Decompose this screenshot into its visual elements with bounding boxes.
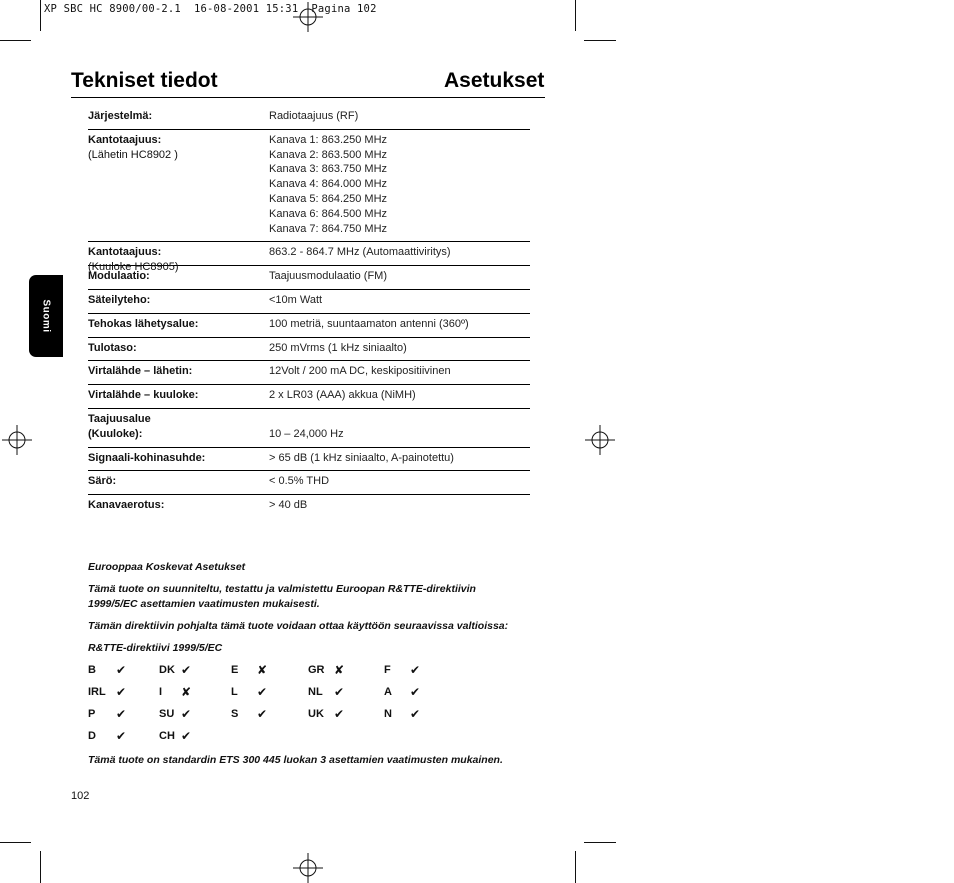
title-rule — [71, 97, 545, 98]
crop-mark — [575, 851, 576, 883]
check-mark-icon: ✔ — [116, 685, 127, 699]
country-code: B — [88, 664, 96, 676]
check-mark-icon: ✔ — [181, 707, 192, 721]
spec-value: > 40 dB — [269, 499, 308, 512]
spec-value: 100 metriä, suuntaamaton antenni (360º) — [269, 317, 469, 330]
spec-value: > 65 dB (1 kHz siniaalto, A-painotettu) — [269, 451, 454, 464]
eu-footer: Tämä tuote on standardin ETS 300 445 luokan 3 asettamien vaatimusten mukainen. — [88, 754, 503, 766]
check-mark-icon: ✔ — [410, 663, 421, 677]
spec-value: < 0.5% THD — [269, 475, 330, 488]
check-mark-icon: ✔ — [334, 707, 345, 721]
check-mark-icon: ✔ — [116, 707, 127, 721]
spec-value: Radiotaajuus (RF) — [269, 110, 359, 122]
language-tab — [29, 275, 63, 357]
country-code: D — [88, 730, 96, 742]
crop-mark — [584, 842, 616, 843]
spec-label: Särö: — [88, 475, 117, 488]
cross-mark-icon: ✘ — [181, 685, 192, 699]
country-code: E — [231, 664, 239, 676]
country-code: CH — [159, 730, 175, 742]
country-code: F — [384, 664, 391, 676]
heading-right: Asetukset — [444, 69, 545, 92]
check-mark-icon: ✔ — [410, 685, 421, 699]
spec-row — [88, 290, 530, 314]
spec-label: Järjestelmä: — [88, 110, 153, 122]
spec-row — [88, 361, 530, 385]
eu-paragraph-1a: Tämä tuote on suunniteltu, testattu ja valmistettu Euroopan R&TTE-direktiivin — [88, 583, 476, 595]
spec-value: 250 mVrms (1 kHz siniaalto) — [269, 341, 407, 354]
spec-row — [88, 385, 530, 409]
spec-row — [88, 471, 530, 495]
spec-label: Säteilyteho: — [88, 293, 151, 306]
eu-paragraph-3: R&TTE-direktiivi 1999/5/EC — [88, 642, 223, 654]
page-number: 102 — [71, 790, 90, 802]
spec-row — [88, 106, 530, 130]
check-mark-icon: ✔ — [257, 707, 268, 721]
country-code: UK — [308, 708, 324, 720]
country-code: P — [88, 708, 96, 720]
spec-label: Modulaatio: — [88, 270, 150, 283]
check-mark-icon: ✔ — [116, 729, 127, 743]
spec-table — [88, 106, 530, 518]
check-mark-icon: ✔ — [257, 685, 268, 699]
spec-row — [88, 130, 530, 243]
crop-mark — [40, 851, 41, 883]
crop-mark — [40, 0, 41, 31]
check-mark-icon: ✔ — [181, 729, 192, 743]
check-mark-icon: ✔ — [116, 663, 127, 677]
spec-label: Virtalähde – lähetin: — [88, 365, 193, 378]
spec-value: 2 x LR03 (AAA) akkua (NiMH) — [269, 389, 416, 402]
spec-row — [88, 242, 530, 274]
registration-target-icon — [585, 425, 615, 455]
print-slug: XP SBC HC 8900/00-2.1 16-08-2001 15:31 Pagina 102 — [44, 3, 377, 15]
country-code: I — [159, 686, 163, 698]
spec-label: Signaali-kohinasuhde: — [88, 451, 206, 464]
registration-target-icon — [2, 425, 32, 455]
eu-title: Eurooppaa Koskevat Asetukset — [88, 561, 246, 573]
country-code: IRL — [88, 686, 106, 698]
eu-paragraph-1b: 1999/5/EC asettamien vaatimusten mukaisesti. — [88, 598, 320, 610]
country-code: L — [231, 686, 238, 698]
cross-mark-icon: ✘ — [334, 663, 345, 677]
country-code: A — [384, 686, 392, 698]
spec-row — [88, 409, 530, 448]
crop-mark — [584, 40, 616, 41]
check-mark-icon: ✔ — [410, 707, 421, 721]
crop-mark — [0, 40, 31, 41]
crop-mark — [0, 842, 31, 843]
eu-paragraph-2: Tämän direktiivin pohjalta tämä tuote voidaan ottaa käyttöön seuraavissa valtioissa: — [88, 620, 509, 632]
spec-value: 12Volt / 200 mA DC, keskipositiivinen — [269, 365, 451, 378]
check-mark-icon: ✔ — [181, 663, 192, 677]
registration-target-icon — [293, 853, 323, 883]
spec-row — [88, 448, 530, 472]
spec-row — [88, 314, 530, 338]
spec-label: Kantotaajuus: (Lähetin HC8902 ) — [88, 133, 178, 161]
spec-value: Taajuusmodulaatio (FM) — [269, 270, 387, 283]
spec-label: Kanavaerotus: — [88, 499, 165, 512]
heading-left: Tekniset tiedot — [71, 69, 218, 92]
registration-target-icon — [293, 2, 323, 32]
check-mark-icon: ✔ — [334, 685, 345, 699]
spec-value: 10 – 24,000 Hz — [269, 427, 344, 440]
crop-mark — [575, 0, 576, 31]
spec-label: Tehokas lähetysalue: — [88, 317, 199, 330]
spec-label: Kantotaajuus: (Kuuloke HC8905) — [88, 246, 179, 274]
country-code: NL — [308, 686, 323, 698]
spec-row — [88, 495, 530, 518]
country-code: GR — [308, 664, 325, 676]
spec-label: Taajuusalue (Kuuloke): — [88, 412, 151, 440]
language-tab-label: Suomi — [40, 299, 52, 333]
spec-label: Virtalähde – kuuloke: — [88, 389, 199, 402]
spec-row — [88, 266, 530, 290]
spec-value: 863.2 - 864.7 MHz (Automaattiviritys) — [269, 246, 451, 259]
country-code: S — [231, 708, 239, 720]
country-code: DK — [159, 664, 175, 676]
spec-row — [88, 338, 530, 362]
spec-value: Kanava 1: 863.250 MHz Kanava 2: 863.500 MHz Kanava 3: 863.750 MHz Kanava 4: 864.000 MHz Kanava 5: 864.250 MHz Kanava 6: 864.500 MHz Kanava 7: 864.750 MHz — [269, 133, 388, 235]
country-code: N — [384, 708, 392, 720]
spec-value: <10m Watt — [269, 293, 323, 306]
country-code: SU — [159, 708, 175, 720]
spec-label: Tulotaso: — [88, 341, 137, 354]
cross-mark-icon: ✘ — [257, 663, 268, 677]
